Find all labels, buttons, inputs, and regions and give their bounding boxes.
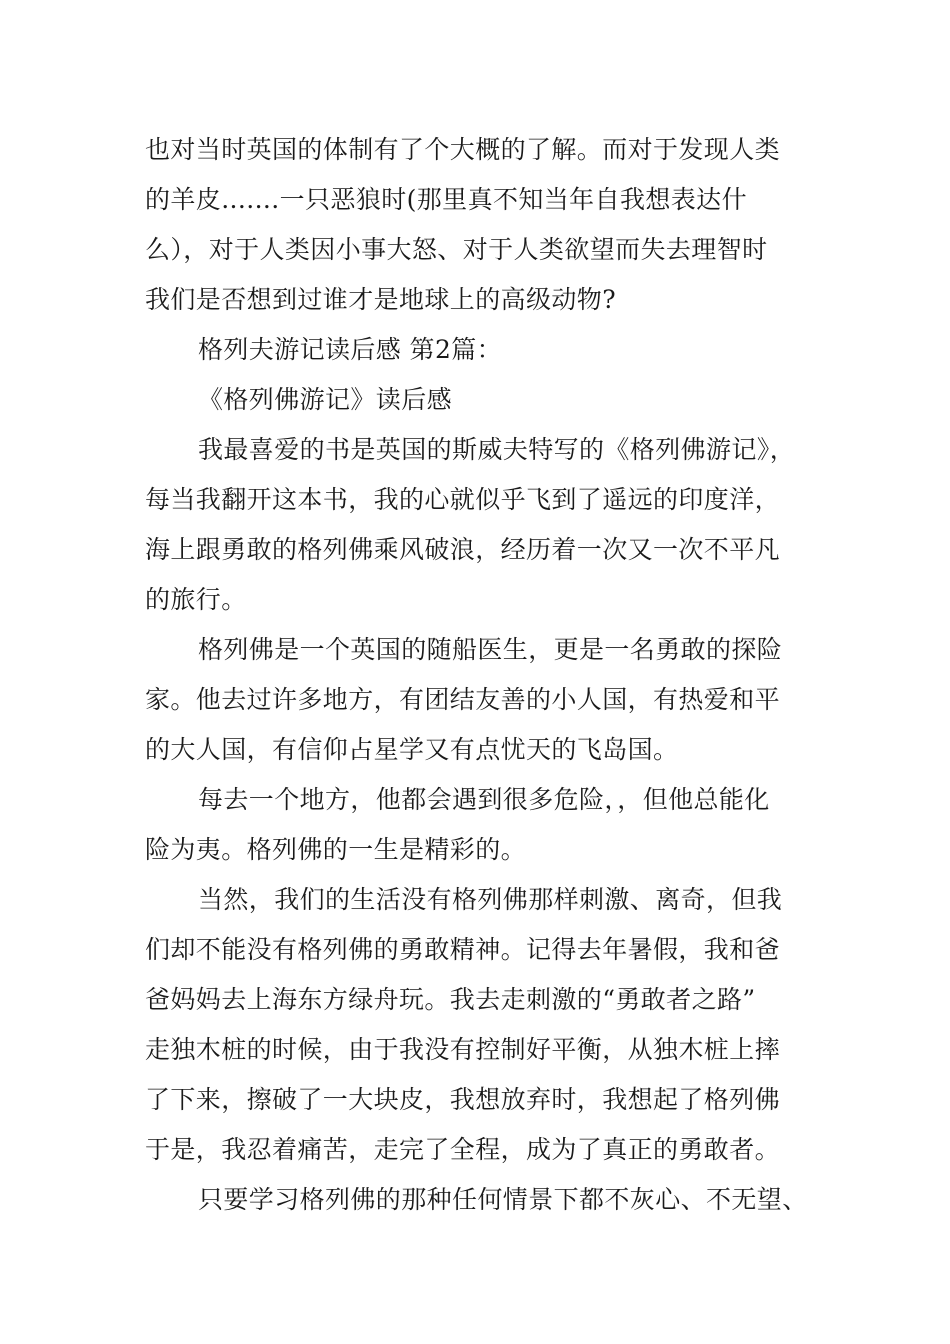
text-line: 的大人国，有信仰占星学又有点忧天的飞岛国。 (145, 735, 679, 764)
text-line: 的羊皮.......一只恶狼时(那里真不知当年自我想表达什 (145, 185, 747, 214)
text-line: 我们是否想到过谁才是地球上的高级动物? (145, 285, 617, 314)
text-line: 我最喜爱的书是英国的斯威夫特写的《格列佛游记》， (198, 435, 796, 464)
text-line: 每去一个地方，他都会遇到很多危险，，但他总能化 (198, 785, 770, 814)
text-line: 走独木桩的时候，由于我没有控制好平衡，从独木桩上摔 (145, 1035, 781, 1064)
text-line: 于是，我忍着痛苦，走完了全程，成为了真正的勇敢者。 (145, 1135, 781, 1164)
text-line: 只要学习格列佛的那种任何情景下都不灰心、不无望、 (198, 1185, 808, 1214)
text-line: 每当我翻开这本书，我的心就似乎飞到了遥远的印度洋， (145, 485, 781, 514)
text-line: 了下来，擦破了一大块皮，我想放弃时，我想起了格列佛 (145, 1085, 781, 1114)
section-heading: 格列夫游记读后感 第2篇： (198, 335, 503, 364)
text-line: 海上跟勇敢的格列佛乘风破浪，经历着一次又一次不平凡 (145, 535, 781, 564)
text-line: 格列佛是一个英国的随船医生，更是一名勇敢的探险 (198, 635, 783, 664)
text-line: 们却不能没有格列佛的勇敢精神。记得去年暑假，我和爸 (145, 935, 781, 964)
text-line: 也对当时英国的体制有了个大概的了解。而对于发现人类 (145, 135, 781, 164)
text-line: 的旅行。 (145, 585, 247, 614)
text-line: 险为夷。格列佛的一生是精彩的。 (145, 835, 527, 864)
text-line: 当然，我们的生活没有格列佛那样刺激、离奇，但我 (198, 885, 783, 914)
text-line: 爸妈妈去上海东方绿舟玩。我去走刺激的“勇敢者之路” (145, 985, 756, 1014)
article-title: 《格列佛游记》读后感 (198, 385, 453, 414)
text-line: 么），对于人类因小事大怒、对于人类欲望而失去理智时 (145, 235, 768, 264)
text-line: 家。他去过许多地方，有团结友善的小人国，有热爱和平 (145, 685, 781, 714)
